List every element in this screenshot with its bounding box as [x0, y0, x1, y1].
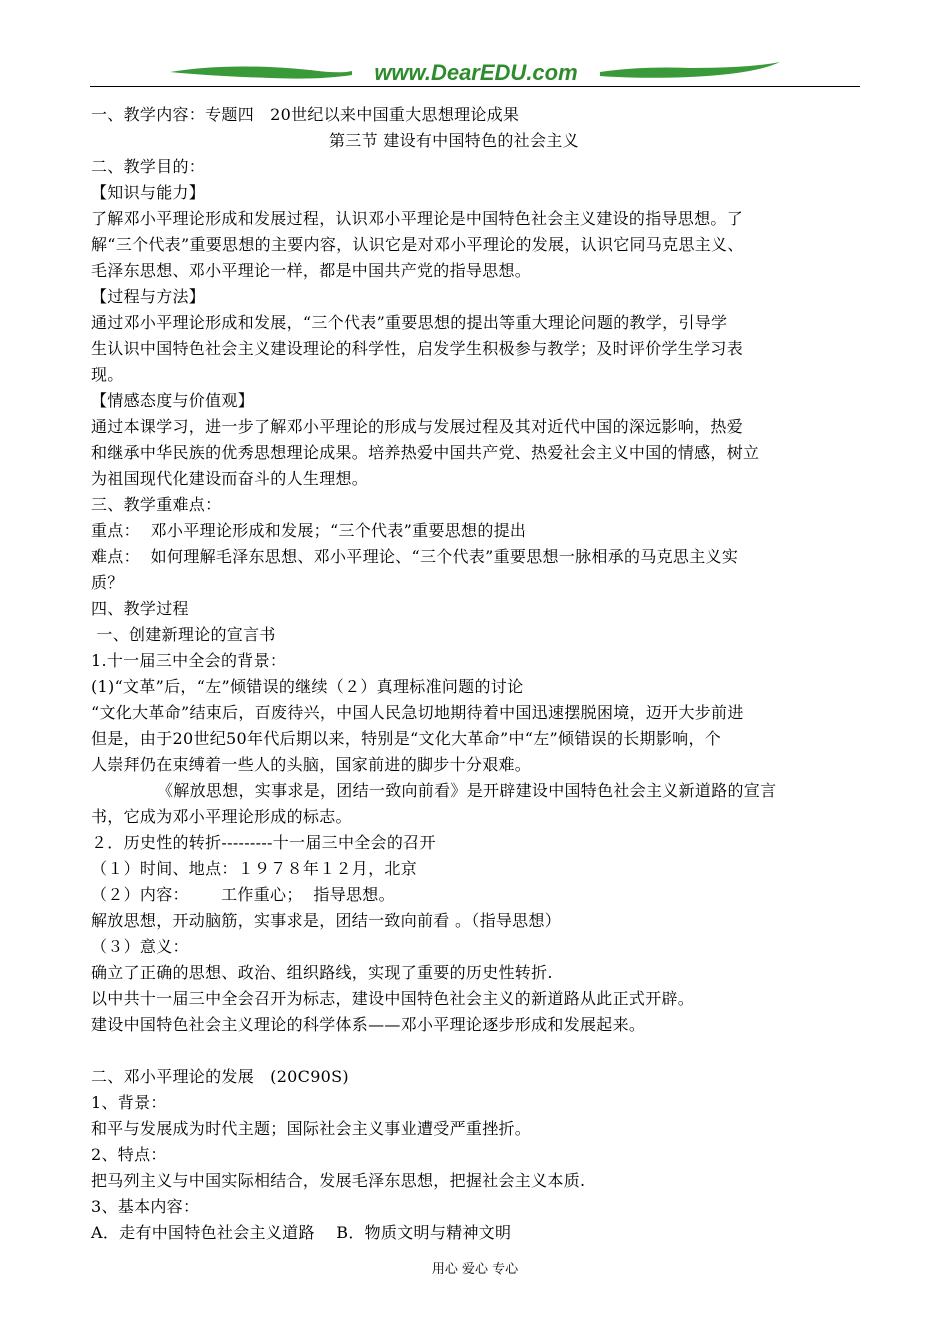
text-line: 和继承中华民族的优秀思想理论成果。培养热爱中国共产党、热爱社会主义中国的情感，树立	[91, 443, 760, 462]
text-line: 《解放思想，实事求是，团结一致向前看》是开辟建设中国特色社会主义新道路的宣言	[157, 781, 777, 800]
text-line: 通过邓小平理论形成和发展，“三个代表”重要思想的提出等重大理论问题的教学，引导学	[91, 313, 728, 332]
text-line: 和平与发展成为时代主题；国际社会主义事业遭受严重挫折。	[91, 1119, 532, 1138]
subheading: 【情感态度与价值观】	[91, 391, 255, 410]
page-footer: 用心 爱心 专心	[431, 1262, 519, 1277]
text-line: 解放思想，开动脑筋，实事求是，团结一致向前看 。（指导思想）	[91, 911, 562, 930]
heading: 二、邓小平理论的发展 (20C90S)	[91, 1067, 349, 1086]
text-line: “文化大革命”结束后，百废待兴，中国人民急切地期待着中国迅速摆脱困境，迈开大步前进	[91, 703, 744, 722]
text-line: 了解邓小平理论形成和发展过程，认识邓小平理论是中国特色社会主义建设的指导思想。了	[91, 209, 744, 228]
text-line: 现。	[91, 365, 124, 384]
document-body	[91, 102, 866, 1246]
text-line: 重点： 邓小平理论形成和发展；“三个代表”重要思想的提出	[91, 521, 527, 540]
subheading: 【过程与方法】	[91, 287, 206, 306]
text-line: 生认识中国特色社会主义建设理论的科学性，启发学生积极参与教学；及时评价学生学习表	[91, 339, 744, 358]
text-line: 2、特点：	[91, 1145, 167, 1164]
text-line: 质？	[91, 573, 124, 592]
text-line: 但是，由于20世纪50年代后期以来，特别是“文化大革命”中“左”倾错误的长期影响，个	[91, 729, 722, 748]
section-title: 第三节 建设有中国特色的社会主义	[329, 131, 579, 150]
logo-text: www.DearEDU.com	[374, 60, 578, 85]
subheading: 【知识与能力】	[91, 183, 206, 202]
text-line: (1)“文革”后，“左”倾错误的继续（２）真理标准问题的讨论	[91, 677, 524, 696]
text-line: 难点： 如何理解毛泽东思想、邓小平理论、“三个代表”重要思想一脉相承的马克思主义实	[91, 547, 739, 566]
text-line: 人崇拜仍在束缚着一些人的头脑，国家前进的脚步十分艰难。	[91, 755, 532, 774]
text-line: 1.十一届三中全会的背景：	[91, 651, 287, 670]
text-line: 解“三个代表”重要思想的主要内容，认识它是对邓小平理论的发展，认识它同马克思主义、	[91, 235, 744, 254]
header-rule	[90, 86, 860, 87]
text-line: 建设中国特色社会主义理论的科学体系——邓小平理论逐步形成和发展起来。	[91, 1015, 646, 1034]
text-line: （１）时间、地点：１９７８年１２月，北京	[91, 859, 418, 878]
text-line: 把马列主义与中国实际相结合，发展毛泽东思想，把握社会主义本质.	[91, 1171, 586, 1190]
heading: 二、教学目的：	[91, 157, 206, 176]
dearedu-logo	[170, 58, 780, 88]
spacer	[91, 1038, 866, 1064]
text-line: 通过本课学习，进一步了解邓小平理论的形成与发展过程及其对近代中国的深远影响，热爱	[91, 417, 744, 436]
text-line: 书，它成为邓小平理论形成的标志。	[91, 807, 352, 826]
text-line: A．走有中国特色社会主义道路 B．物质文明与精神文明	[91, 1223, 512, 1242]
text-line: （２）内容： 工作重心； 指导思想。	[91, 885, 395, 904]
text-line: 1、背景：	[91, 1093, 167, 1112]
text-line: 以中共十一届三中全会召开为标志，建设中国特色社会主义的新道路从此正式开辟。	[91, 989, 695, 1008]
text-line: （３）意义：	[91, 937, 189, 956]
text-line: ２．历史性的转折---------十一届三中全会的召开	[91, 833, 436, 852]
text-line: 为祖国现代化建设而奋斗的人生理想。	[91, 469, 369, 488]
subheading: 一、创建新理论的宣言书	[91, 625, 276, 644]
text-line: 毛泽东思想、邓小平理论一样，都是中国共产党的指导思想。	[91, 261, 532, 280]
heading: 四、教学过程	[91, 599, 189, 618]
text-line: 一、教学内容：专题四 20世纪以来中国重大思想理论成果	[91, 105, 520, 124]
text-line: 确立了正确的思想、政治、组织路线，实现了重要的历史性转折.	[91, 963, 553, 982]
heading: 三、教学重难点：	[91, 495, 222, 514]
text-line: 3、基本内容：	[91, 1197, 200, 1216]
